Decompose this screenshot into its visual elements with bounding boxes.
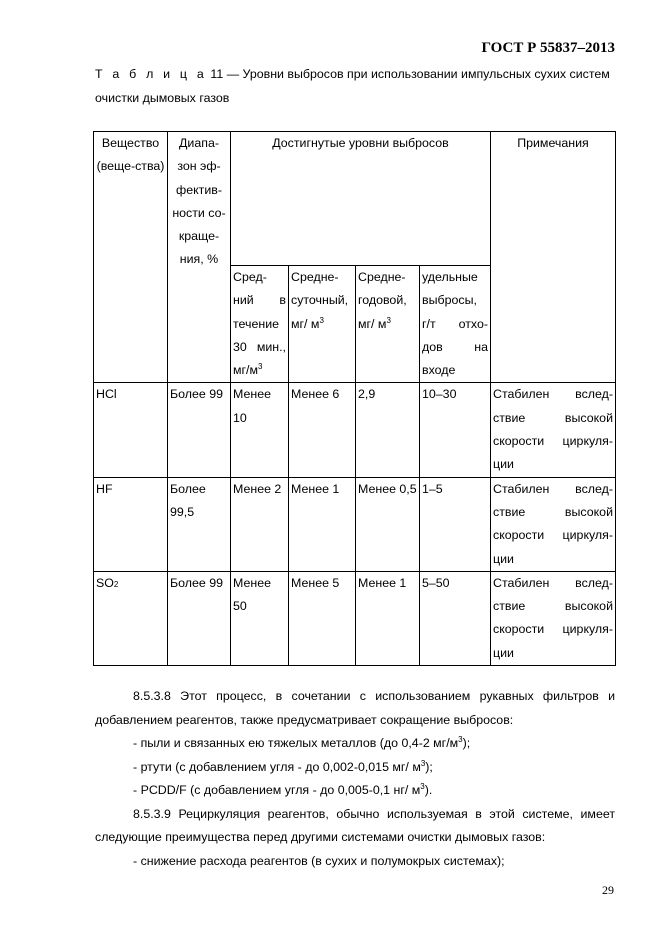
subheader-30min: Сред-ний в течение 30 мин., $мг/м^3$: [231, 266, 289, 383]
cell-note: Стабилен вслед-ствие высокой скорости циркуля-ции: [491, 477, 616, 571]
cell-daily: Менее 6: [289, 383, 356, 477]
document-code: ГОСТ Р 55837–2013: [481, 40, 615, 56]
cell-30min: Менее 2: [231, 477, 289, 571]
cell-annual: Менее 1: [356, 571, 420, 665]
cell-range: Более 99: [168, 571, 231, 665]
table-caption: [95, 62, 615, 110]
cell-annual: 2,9: [356, 383, 420, 477]
cell-annual: Менее 0,5: [356, 477, 420, 571]
cell-range: Более 99,5: [168, 477, 231, 571]
subheader-daily: Средне-суточный, мг/ $м^3$: [289, 266, 356, 383]
caption-text: 11 — Уровни выбросов при использовании импульсных сухих систем очистки дымовых газов: [95, 67, 610, 105]
cell-substance: HF: [94, 477, 168, 571]
table-row: [94, 571, 616, 665]
cell-daily: Менее 5: [289, 571, 356, 665]
page-number: 29: [602, 883, 614, 897]
subheader-annual: Средне-годовой, мг/ $м^3$: [356, 266, 420, 383]
cell-daily: Менее 1: [289, 477, 356, 571]
header-notes: Примечания: [491, 132, 616, 383]
bullet-pcdd: - PCDD/F (с добавлением угля - до 0,005-0,1 нг/ $м^3$).: [133, 781, 433, 797]
table-row: [94, 477, 616, 571]
emissions-table: [93, 131, 616, 666]
table-header-row: [94, 132, 616, 266]
cell-range: Более 99: [168, 383, 231, 477]
paragraph-8-5-3-9: 8.5.3.9 Рециркуляция реагентов, обычно используемая в этой системе, имеет следующие преимущества перед другими системами очистки дымовых газов:: [95, 806, 615, 844]
subheader-specific: удельные выбросы, г/т отхо-дов на входе: [420, 266, 491, 383]
cell-note: Стабилен вслед-ствие высокой скорости циркуля-ции: [491, 383, 616, 477]
header-substance: Вещество (веще-ства): [94, 132, 168, 383]
header-efficiency-range: Диапа-зон эф-фектив-ности со-краще-ния, %: [168, 132, 231, 383]
cell-substance: SO2: [94, 571, 168, 665]
bullet-mercury: - ртути (с добавлением угля - до 0,002-0,015 мг/ $м^3$);: [133, 758, 433, 774]
cell-note: Стабилен вслед-ствие высокой скорости циркуля-ции: [491, 571, 616, 665]
header-emission-levels: Достигнутые уровни выбросов: [231, 132, 491, 266]
body-text: [95, 685, 615, 873]
bullet-dust: - пыли и связанных ею тяжелых металлов (до 0,4-2 $мг/м^3$);: [133, 734, 471, 750]
cell-specific: 1–5: [420, 477, 491, 571]
paragraph-8-5-3-8: 8.5.3.8 Этот процесс, в сочетании с использованием рукавных фильтров и добавлением реагентов, также предусматривает сокращение выбросов:: [95, 689, 615, 727]
cell-substance: HCl: [94, 383, 168, 477]
table-row: [94, 383, 616, 477]
cell-specific: 10–30: [420, 383, 491, 477]
caption-label: Т а б л и ц а: [95, 67, 207, 81]
bullet-reagents: - снижение расхода реагентов (в сухих и полумокрых системах);: [133, 853, 505, 868]
cell-30min: Менее 50: [231, 571, 289, 665]
cell-specific: 5–50: [420, 571, 491, 665]
cell-30min: Менее 10: [231, 383, 289, 477]
